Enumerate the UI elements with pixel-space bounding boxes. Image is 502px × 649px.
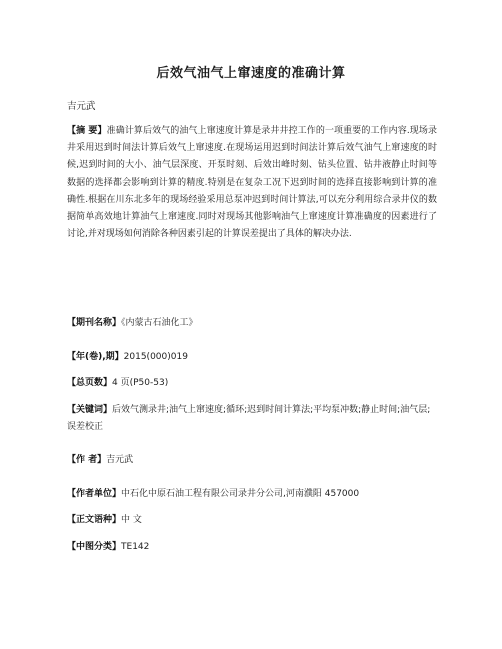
abstract-section [67, 123, 437, 243]
page-count-label: 【总页数】 [67, 378, 113, 388]
author-value: 吉元武 [106, 455, 134, 465]
language-label: 【正文语种】 [67, 515, 122, 525]
keywords-value: 后效气测录井;油气上窜速度;循环;迟到时间计算法;平均泵冲数;静止时间;油气层;误差校正 [67, 405, 431, 432]
abstract-label: 【摘 要】 [67, 126, 107, 136]
classification-value: TE142 [121, 542, 150, 552]
page-count-field [67, 375, 439, 392]
journal-value: 《内蒙古石油化工》 [121, 318, 198, 328]
author-unit-value: 中石化中原石油工程有限公司录井分公司,河南濮阳 457000 [121, 489, 360, 499]
paper-author: 吉元武 [67, 101, 96, 112]
page-count-value: 4 页(P50-53) [112, 378, 169, 388]
author-unit-label: 【作者单位】 [67, 489, 122, 499]
keywords-field [67, 402, 439, 436]
author-label: 【作 者】 [67, 455, 107, 465]
paper-title: 后效气油气上窜速度的准确计算 [156, 66, 346, 81]
journal-label: 【期刊名称】 [67, 318, 122, 328]
language-field [67, 512, 439, 529]
language-value: 中 文 [121, 515, 142, 525]
keywords-label: 【关键词】 [67, 405, 113, 415]
author-field [67, 452, 439, 469]
abstract-text: 准确计算后效气的油气上窜速度计算是录井井控工作的一项重要的工作内容.现场录井采用迟到时间法计算后效气上窜速度.在现场运用迟到时间法计算后效气油气上窜速度的时候,迟到时间的大小、油气层深度、开泵时刻、后效出峰时刻、钻头位置、钻井液静止时间等数据的选择都会影响到计算的精度.特别是在复杂工况下迟到时间的选择直接影响到计算的准确性.根据在川东北多年的现场经验采用总泵冲迟到时间计算法,可以充分利用综合录井仪的数据简单高效地计算油气上窜速度.同时对现场其他影响油气上窜速度计算准确度的因素进行了讨论,并对现场如何消除各种因素引起的计算误差提出了具体的解决办法. [67, 126, 437, 240]
year-issue-field [67, 349, 439, 366]
journal-field [67, 315, 439, 332]
year-issue-value: 2015(000)019 [123, 352, 188, 362]
year-issue-label: 【年(卷),期】 [67, 352, 124, 362]
author-unit-field [67, 486, 439, 503]
classification-field [67, 539, 439, 556]
classification-label: 【中图分类】 [67, 542, 122, 552]
